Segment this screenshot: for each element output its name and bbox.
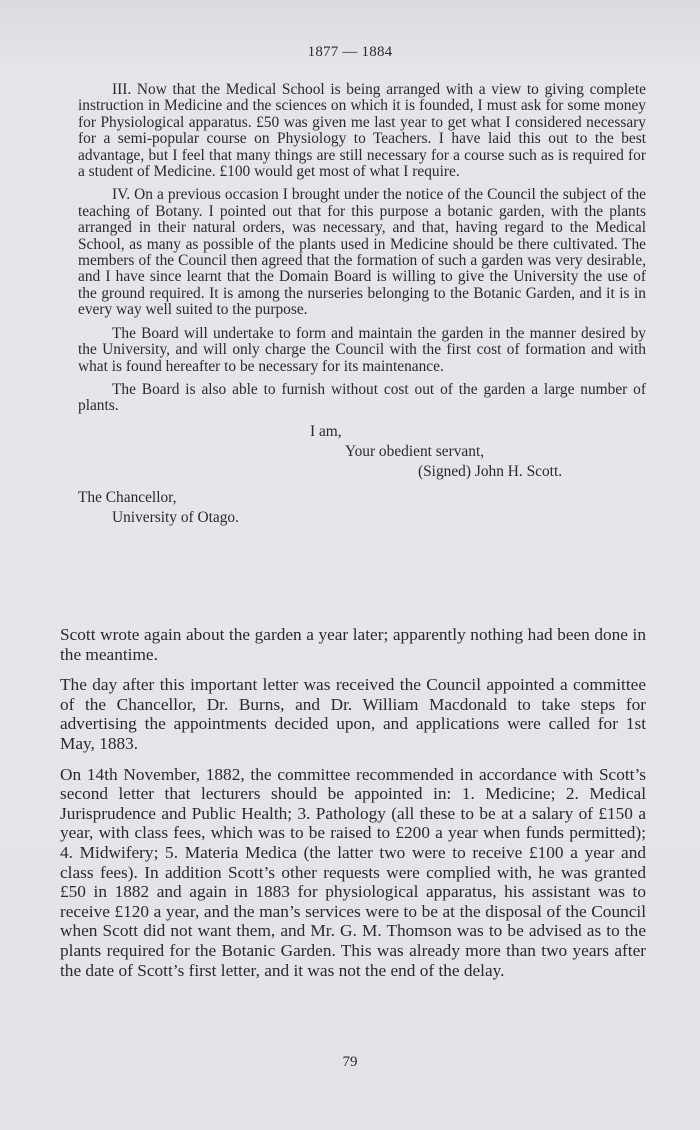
closing-i-am: I am, — [310, 422, 342, 440]
body-paragraph-committee: The day after this important letter was received the Council appointed a committee of the Chancellor, Dr. Burns, and Dr. William Macdonald to take steps for advertising the appointments decided upon, and applications were called for 1st May, 1883. — [60, 675, 646, 753]
closing-servant: Your obedient servant, — [345, 442, 485, 460]
addressee-title: The Chancellor, — [78, 488, 177, 506]
quoted-letter — [78, 82, 646, 528]
page-number: 79 — [342, 1054, 358, 1070]
main-text — [60, 625, 646, 991]
letter-paragraph-3: III. Now that the Medical School is being arranged with a view to giving complete instruction in Medicine and the sciences on which it is founded, I must ask for some money for Physiological apparatus. £50 was given me last year to get what I considered necessary for a semi-popular course on Physiology to Teachers. I have laid this out to the best advantage, but I feel that many things are still necessary for a course such as is required for a student of Medicine. £100 would get most of what I require. — [78, 81, 646, 181]
running-header: 1877 — 1884 — [307, 44, 393, 60]
addressee-institution: University of Otago. — [112, 508, 239, 526]
body-paragraph-lecturers: On 14th November, 1882, the committee recommended in accordance with Scott’s second letter that lecturers should be appointed in: 1. Medicine; 2. Medical Jurisprudence and Public Health; 3. Pathology (all these to be at a salary of £150 a year, with class fees, which was to be raised to £200 a year when funds permitted); 4. Midwifery; 5. Materia Medica (the latter two were to receive £100 a year and class fees). In addition Scott’s other requests were complied with, he was granted £50 in 1882 and again in 1883 for physiological apparatus, his assistant was to receive £120 a year, and the man’s services were to be at the disposal of the Council when Scott did not want them, and Mr. G. M. Thomson was to be advised as to the plants required for the Botanic Garden. This was already more than two years after the date of Scott’s first letter, and it was not the end of the delay. — [60, 764, 646, 980]
closing-signature: (Signed) John H. Scott. — [418, 462, 563, 480]
letter-paragraph-board: The Board will undertake to form and maintain the garden in the manner desired by the University, and will only charge the Council with the first cost of formation and with what is found hereafter to be necessary for its maintenance. — [78, 324, 646, 375]
letter-paragraph-plants: The Board is also able to furnish without cost out of the garden a large number of plants. — [78, 380, 646, 415]
letter-paragraph-4: IV. On a previous occasion I brought under the notice of the Council the subject of the teaching of Botany. I pointed out that for this purpose a botanic garden, with the plants arranged in their natural orders, was necessary, and that, having regard to the Medical School, as many as possible of the plants used in Medicine should be there cultivated. The members of the Council then agreed that the formation of such a garden was very desirable, and I have since learnt that the Domain Board is willing to give the University the use of the ground required. It is among the nurseries belonging to the Botanic Garden, and it is in every way well suited to the purpose. — [78, 186, 646, 319]
letter-closing — [78, 422, 646, 482]
body-paragraph-garden: Scott wrote again about the garden a year later; apparently nothing had been done in the meantime. — [60, 625, 646, 664]
letter-addressee — [78, 488, 646, 528]
